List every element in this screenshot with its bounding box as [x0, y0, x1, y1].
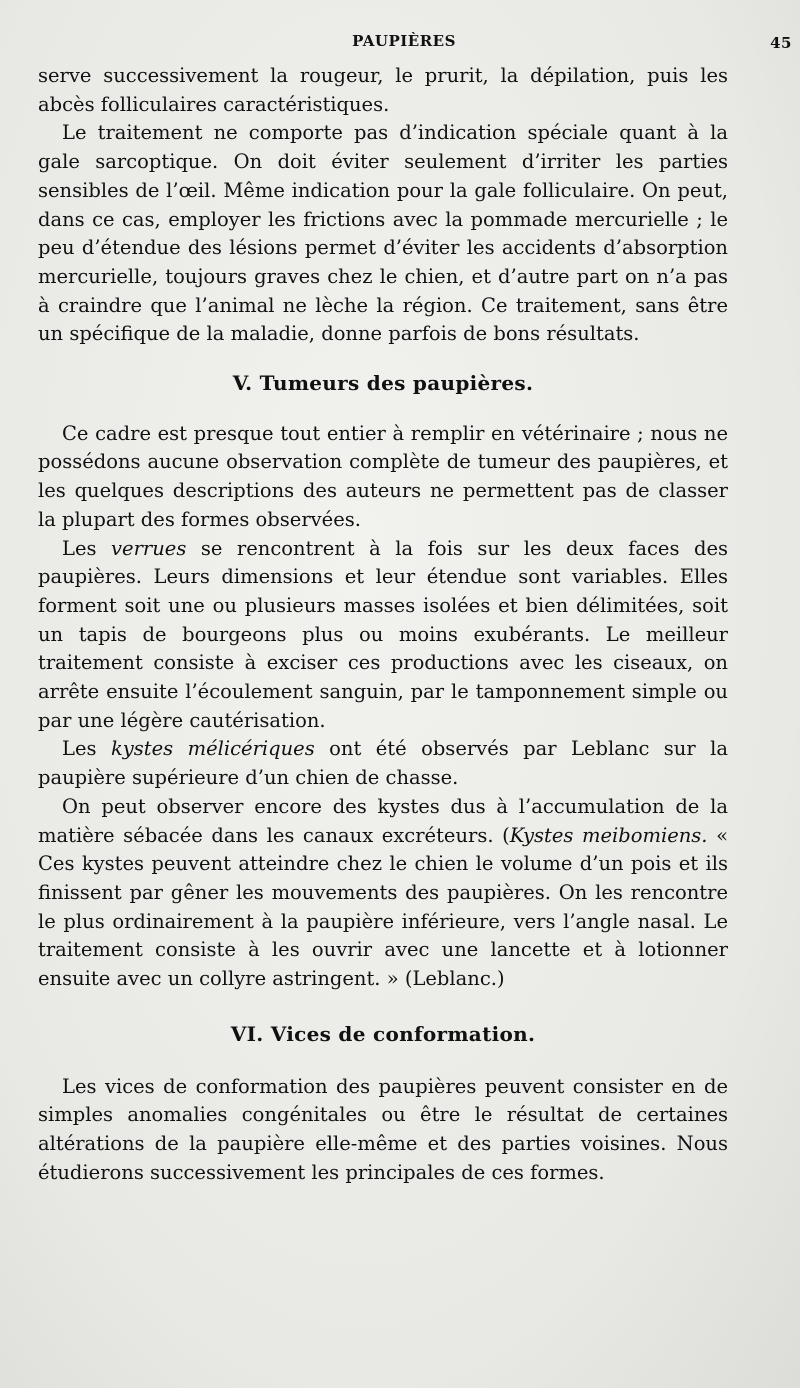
paragraph-vices: Les vices de conformation des paupières peuvent consister en de simples anomalies congénitales ou être le résultat de certaines altérations de la paupière elle-même et des parties voisines. Nous étudierons successivement les principales de ces formes.	[38, 1074, 728, 1184]
paragraph-cadre: Ce cadre est presque tout entier à remplir en vétérinaire ; nous ne possédons aucune observation complète de tumeur des paupières, et les quelques descriptions des auteurs ne permettent pas de classer la plupart des formes observées.	[38, 421, 728, 531]
text-run: ont été observés par Leblanc sur la paupière supérieure d’un chien de chasse.	[38, 737, 728, 790]
running-header	[38, 32, 792, 62]
body-text	[38, 62, 728, 1187]
paragraph-verrues	[38, 535, 728, 736]
section-title-tumeurs: V. Tumeurs des paupières.	[232, 371, 534, 396]
text-run: Les	[62, 536, 112, 560]
italic-term-verrues: verrues	[111, 536, 187, 560]
paragraph-treatment: Le traitement ne comporte pas d’indication spéciale quant à la gale sarcoptique. On doit éviter seulement d’irriter les parties sensibles de l’œil. Même indication pour la gale folliculaire. On peut, dans ce cas, employer les frictions avec la pommade mercurielle ; le peu d’étendue des lésions permet d’éviter les accidents d’absorption mercurielle, toujours graves chez le chien, et d’autre part on n’a pas à craindre que l’animal ne lèche la région. Ce traitement, sans être un spécifique de la maladie, donne parfois de bons résultats.	[38, 121, 728, 346]
text-run: On peut observer encore des kystes dus à l’accumulation de la matière sébacée dans les canaux excréteurs. (	[38, 794, 728, 847]
italic-term-kystes-melicériques: kystes mélicériques	[110, 737, 315, 761]
running-title: PAUPIÈRES	[352, 32, 456, 50]
italic-term-kystes-meibomiens: Kystes meibomiens.	[509, 823, 708, 847]
paragraph-kystes-meibomiens	[38, 793, 728, 994]
paragraph-kystes-mellicériques	[38, 735, 728, 792]
text-run: « Ces kystes peuvent atteindre chez le chien le volume d’un pois et ils finissent par gêner les mouvements des paupières. On les rencontre le plus ordinairement à la paupière inférieure, vers l’angle nasal. Le traitement consiste à les ouvrir avec une lancette et à lotionner ensuite avec un collyre astringent. » (Leblanc.)	[38, 823, 728, 991]
paragraph-continued: serve successivement la rougeur, le prurit, la dépilation, puis les abcès folliculaires caractéristiques.	[38, 64, 728, 116]
section-title-vices: VI. Vices de conformation.	[230, 1021, 536, 1046]
text-run: Les	[62, 737, 111, 761]
page-number: 45	[770, 34, 792, 52]
text-run: se rencontrent à la fois sur les deux faces des paupières. Leurs dimensions et leur étendue sont variables. Elles forment soit une ou plusieurs masses isolées et bien délimitées, soit un tapis de bourgeons plus ou moins exubérants. Le meilleur traitement consiste à exciser ces productions avec les ciseaux, on arrête ensuite l’écoulement sanguin, par le tamponnement simple ou par une légère cautérisation.	[38, 536, 728, 732]
